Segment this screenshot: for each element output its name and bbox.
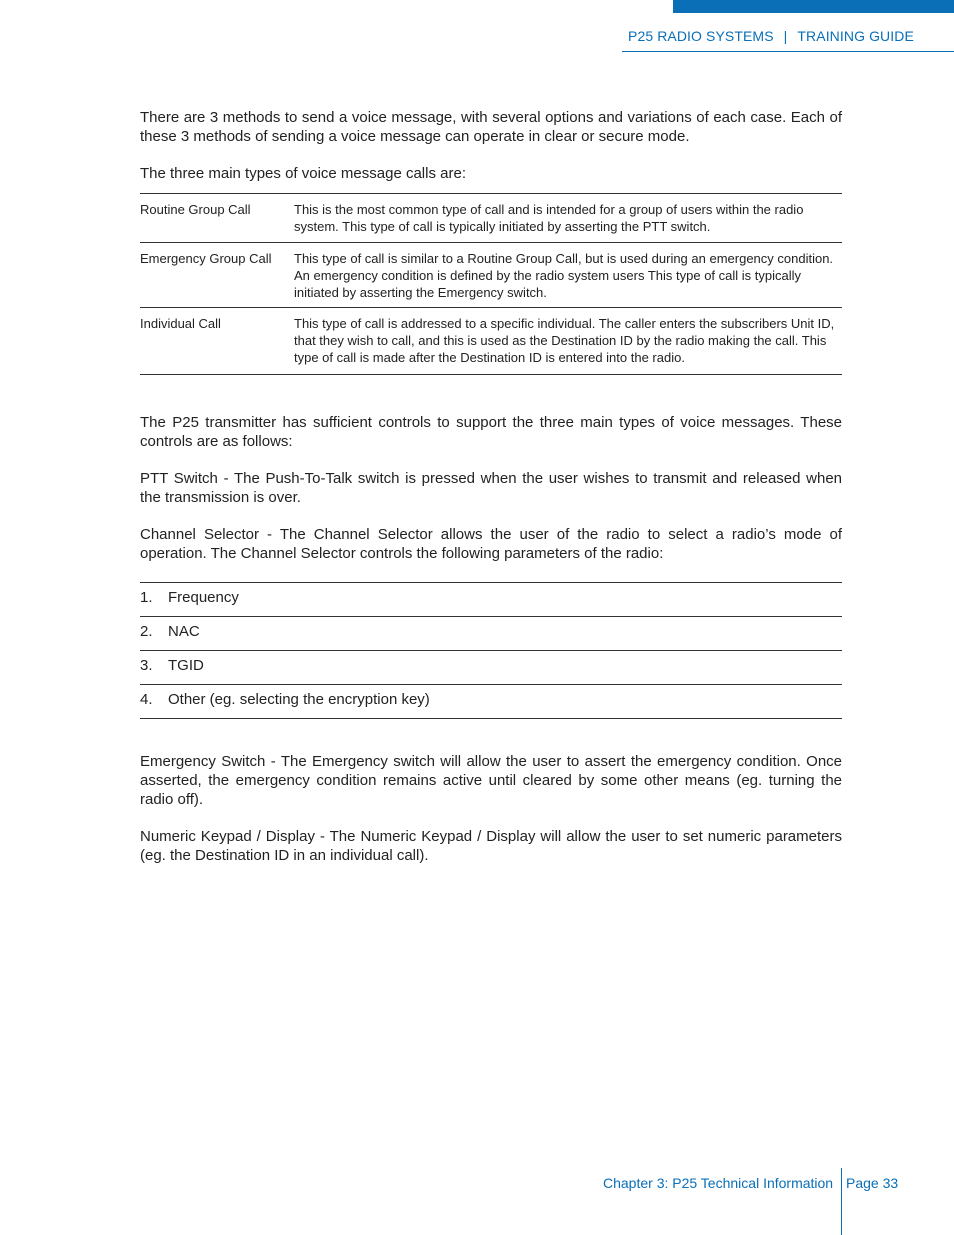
page-body <box>140 108 842 865</box>
call-desc-cell: This type of call is addressed to a specific individual. The caller enters the subscribers Unit ID, that they wish to call, and this is used as the Destination ID by the radio making the call. This type of call is made after the Destination ID is entered into the radio. <box>294 316 835 365</box>
intro-paragraph: There are 3 methods to send a voice message, with several options and variations of each case. Each of these 3 methods of sending a voice message can operate in clear or secure mode. <box>140 109 842 145</box>
parameter-list <box>140 582 842 719</box>
table-row <box>140 243 842 308</box>
list-number: 2. <box>140 623 153 640</box>
channel-selector-paragraph: Channel Selector - The Channel Selector allows the user of the radio to select a radio’s mode of operation. The Channel Selector controls the following parameters of the radio: <box>140 526 842 562</box>
call-desc-cell: This type of call is similar to a Routine Group Call, but is used during an emergency condition. An emergency condition is defined by the radio system users This type of call is typically initiated by asserting the Emergency switch. <box>294 251 834 300</box>
list-item <box>140 685 842 719</box>
numeric-keypad-paragraph: Numeric Keypad / Display - The Numeric Keypad / Display will allow the user to set numeric parameters (eg. the Destination ID in an individual call). <box>140 828 842 864</box>
table-row <box>140 194 842 243</box>
call-types-table <box>140 193 842 375</box>
footer-divider <box>841 1168 842 1235</box>
header-accent-bar <box>673 0 954 13</box>
list-label: Other (eg. selecting the encryption key) <box>168 691 430 708</box>
ptt-switch-paragraph: PTT Switch - The Push-To-Talk switch is pressed when the user wishes to transmit and released when the transmission is over. <box>140 470 842 506</box>
list-label: NAC <box>168 623 200 640</box>
running-header <box>628 28 914 44</box>
list-item <box>140 651 842 685</box>
list-label: Frequency <box>168 589 239 606</box>
footer-chapter: Chapter 3: P25 Technical Information <box>603 1175 834 1191</box>
list-number: 3. <box>140 657 153 674</box>
list-item <box>140 617 842 651</box>
list-number: 1. <box>140 589 153 606</box>
header-title: P25 RADIO SYSTEMS <box>628 28 774 44</box>
controls-intro: The P25 transmitter has sufficient controls to support the three main types of voice messages. These controls are as follows: <box>140 414 842 450</box>
footer-page-number: Page 33 <box>846 1175 899 1191</box>
call-type-cell: Individual Call <box>140 316 221 331</box>
list-number: 4. <box>140 691 153 708</box>
call-type-cell: Routine Group Call <box>140 202 251 217</box>
header-separator: | <box>783 28 788 44</box>
call-types-intro: The three main types of voice message calls are: <box>140 165 466 182</box>
list-item <box>140 583 842 617</box>
call-type-cell: Emergency Group Call <box>140 251 272 266</box>
table-row <box>140 308 842 375</box>
header-subtitle: TRAINING GUIDE <box>797 28 914 44</box>
emergency-switch-paragraph: Emergency Switch - The Emergency switch will allow the user to assert the emergency condition. Once asserted, the emergency condition remains active until cleared by some other means (eg. turning the radio off). <box>140 753 842 808</box>
call-desc-cell: This is the most common type of call and is intended for a group of users within the radio system. This type of call is typically initiated by asserting the PTT switch. <box>294 202 804 234</box>
list-label: TGID <box>168 657 204 674</box>
